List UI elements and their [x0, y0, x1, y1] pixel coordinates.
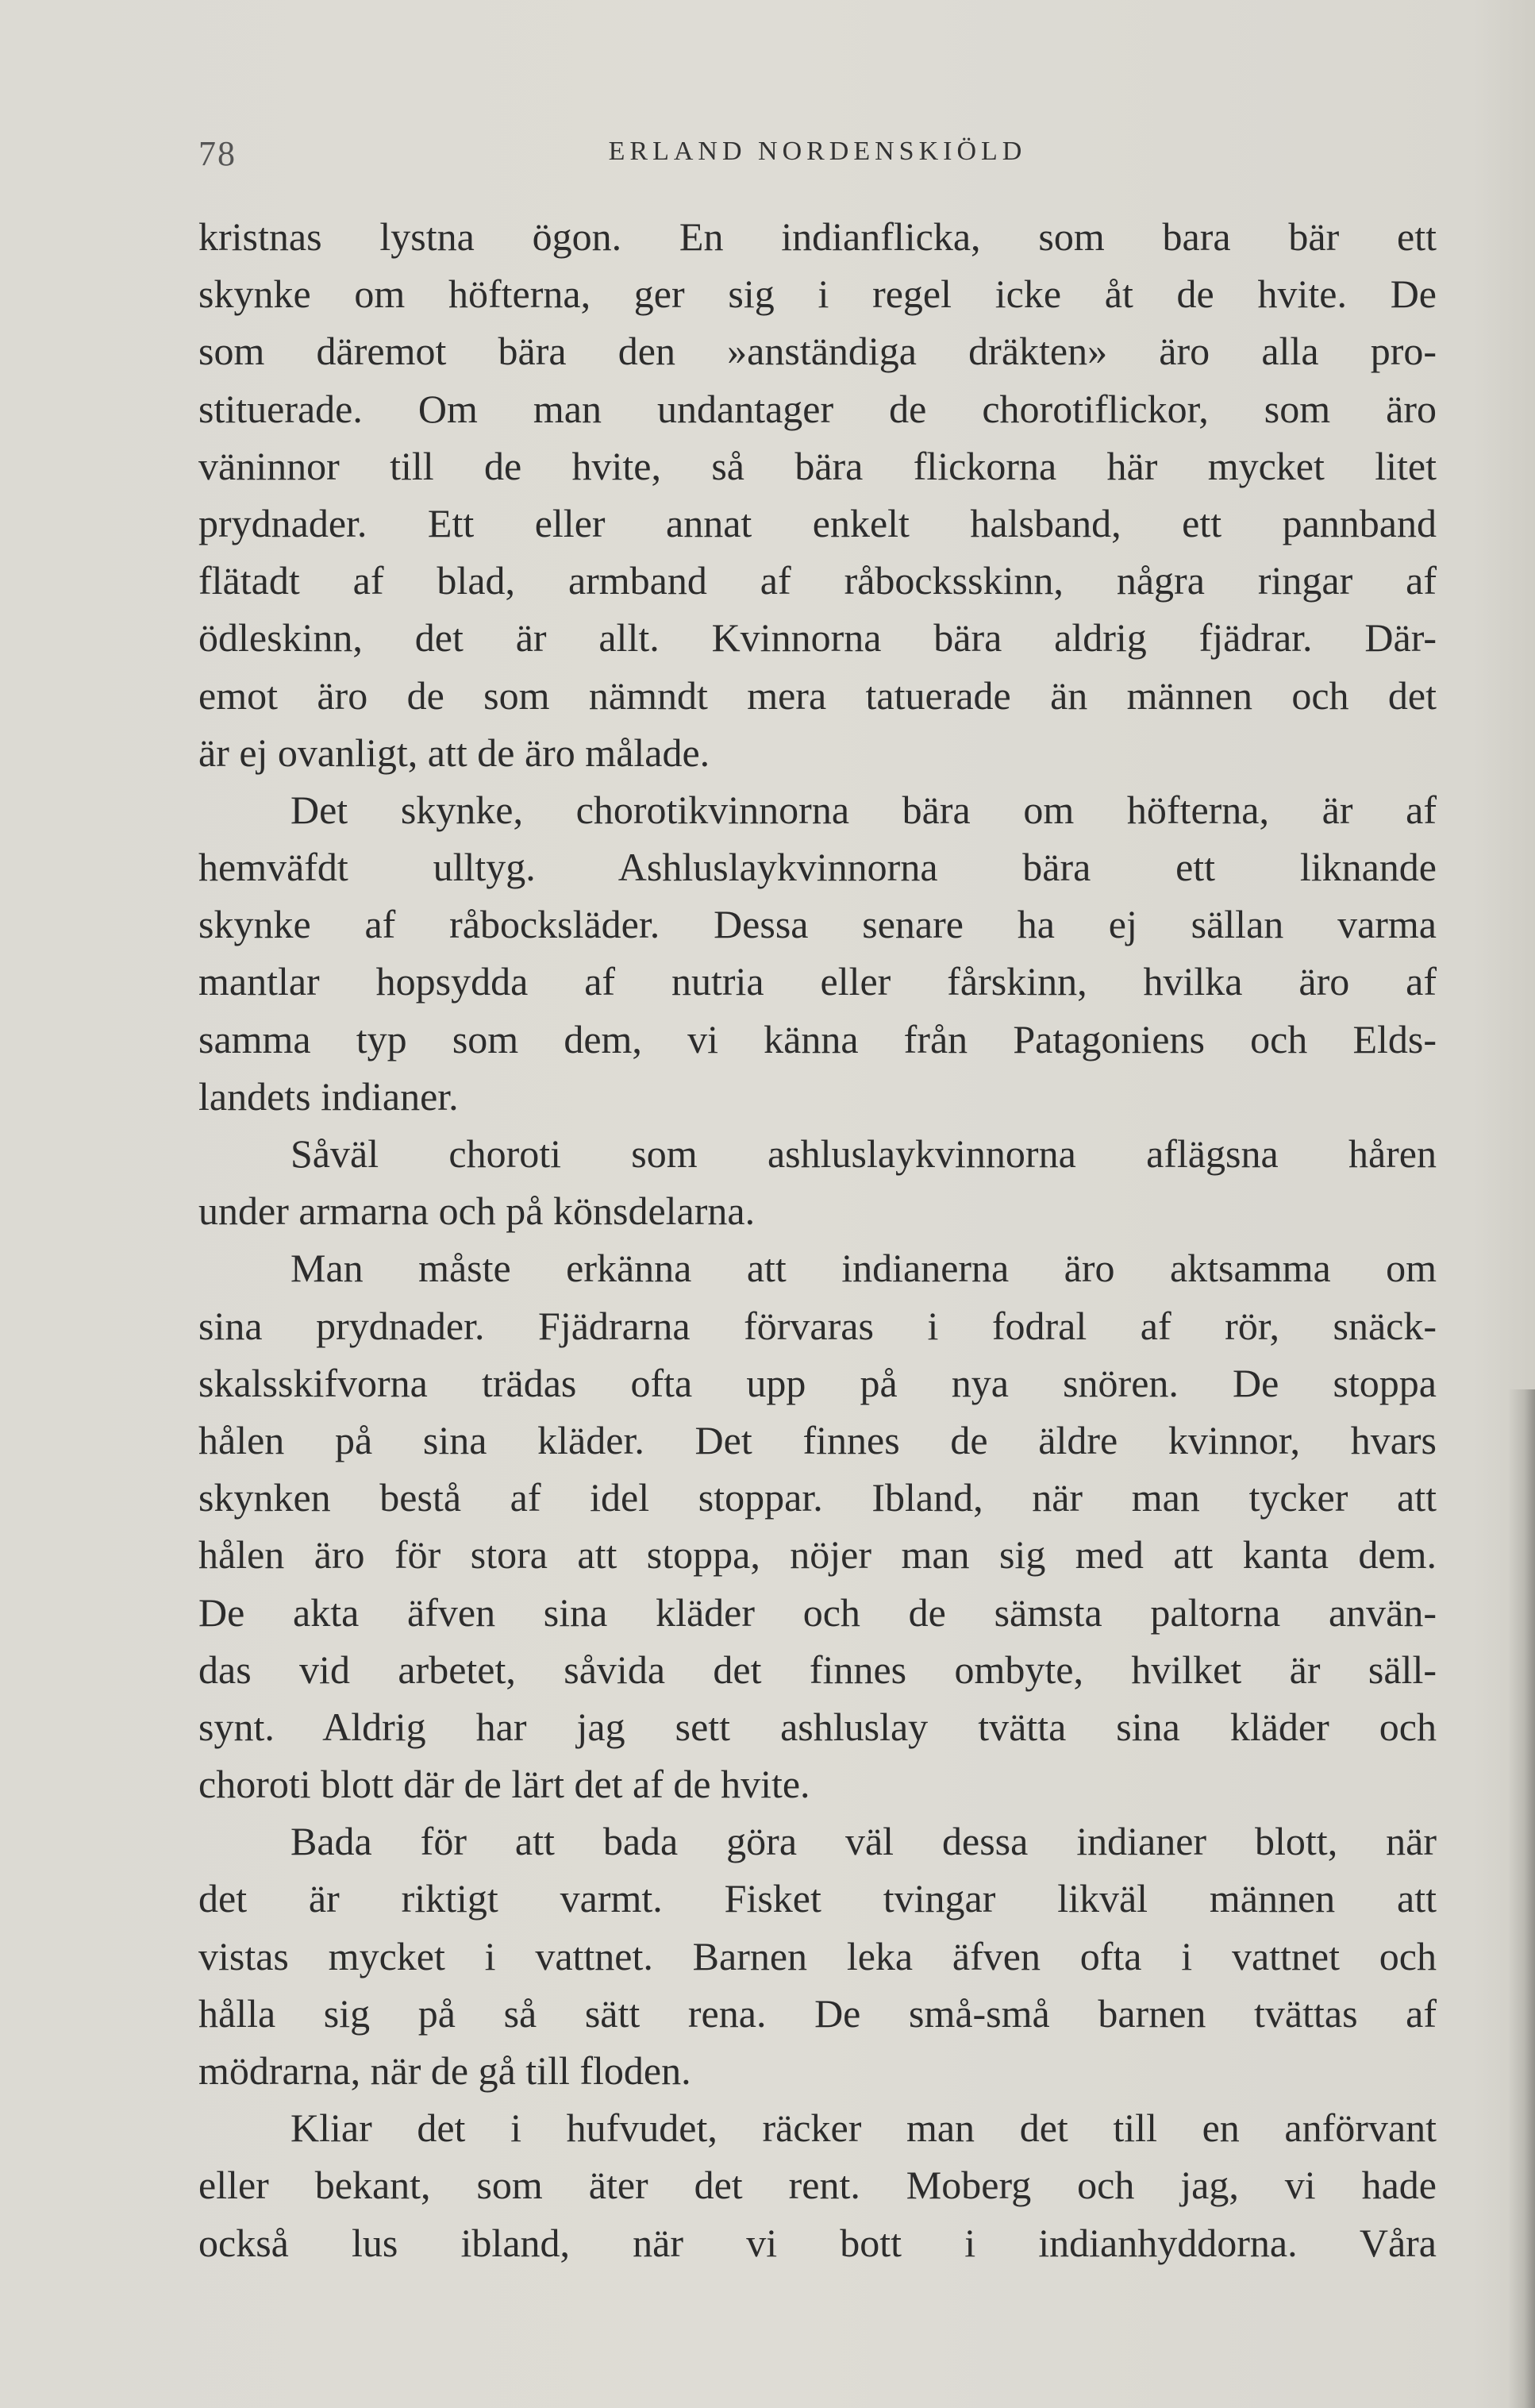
text-line: das vid arbetet, såvida det finnes ombyte, hvilket är säll- — [198, 1647, 1437, 1692]
text-line: det är riktigt varmt. Fisket tvingar likväl männen att — [198, 1876, 1437, 1921]
text-line: sina prydnader. Fjädrarna förvaras i fodral af rör, snäck- — [198, 1303, 1437, 1348]
body-text — [198, 208, 1437, 2271]
running-head: ERLAND NORDENSKIÖLD — [608, 137, 1027, 166]
text-line: ödleskinn, det är allt. Kvinnorna bära aldrig fjädrar. Där- — [198, 615, 1437, 661]
text-line: synt. Aldrig har jag sett ashluslay tvätta sina kläder och — [198, 1704, 1437, 1749]
text-line: prydnader. Ett eller annat enkelt halsband, ett pannband — [198, 500, 1437, 545]
text-line: kristnas lystna ögon. En indianflicka, som bara bär ett — [198, 214, 1437, 259]
text-line: vistas mycket i vattnet. Barnen leka äfven ofta i vattnet och — [198, 1933, 1437, 1978]
page-header — [198, 133, 1437, 181]
text-line: Man måste erkänna att indianerna äro aktsamma om — [290, 1246, 1437, 1291]
text-line: eller bekant, som äter det rent. Moberg och jag, vi hade — [198, 2163, 1437, 2208]
text-line: flätadt af blad, armband af råbocksskinn, några ringar af — [198, 558, 1437, 603]
text-line: emot äro de som nämndt mera tatuerade än männen och det — [198, 672, 1437, 718]
text-line: Bada för att bada göra väl dessa indianer blott, när — [290, 1819, 1437, 1864]
text-line: landets indianer. — [198, 1073, 459, 1119]
text-line: Det skynke, chorotikvinnorna bära om höfterna, är af — [290, 787, 1437, 832]
text-line: skynke af råbocksläder. Dessa senare ha ej sällan varma — [198, 902, 1437, 947]
text-line: hålen på sina kläder. Det finnes de äldre kvinnor, hvars — [198, 1417, 1437, 1462]
text-line: skynken bestå af idel stoppar. Ibland, när man tycker att — [198, 1475, 1437, 1520]
text-line: hålen äro för stora att stoppa, nöjer man sig med att kanta dem. — [198, 1532, 1437, 1578]
text-line: skalsskifvorna trädas ofta upp på nya snören. De stoppa — [198, 1360, 1437, 1405]
text-line: stituerade. Om man undantager de chorotiflickor, som äro — [198, 386, 1437, 431]
text-line: mantlar hopsydda af nutria eller fårskinn, hvilka äro af — [198, 959, 1437, 1004]
text-line: choroti blott där de lärt det af de hvite. — [198, 1762, 810, 1807]
text-line: väninnor till de hvite, så bära flickorna här mycket litet — [198, 443, 1437, 488]
text-line: De akta äfven sina kläder och de sämsta paltorna använ- — [198, 1589, 1437, 1635]
text-line: under armarna och på könsdelarna. — [198, 1189, 756, 1234]
text-line: hålla sig på så sätt rena. De små-små barnen tvättas af — [198, 1990, 1437, 2036]
text-line: samma typ som dem, vi känna från Patagoniens och Elds- — [198, 1016, 1437, 1061]
text-line: skynke om höfterna, ger sig i regel icke åt de hvite. De — [198, 272, 1437, 317]
text-line: är ej ovanligt, att de äro målade. — [198, 730, 710, 775]
page-number: 78 — [198, 134, 237, 173]
text-line: också lus ibland, när vi bott i indianhyddorna. Våra — [198, 2220, 1437, 2265]
text-line: som däremot bära den »anständiga dräkten» äro alla pro- — [198, 329, 1437, 374]
text-line: hemväfdt ulltyg. Ashluslaykvinnorna bära ett liknande — [198, 845, 1437, 890]
text-line: mödrarna, när de gå till floden. — [198, 2048, 691, 2093]
text-line: Såväl choroti som ashluslaykvinnorna aflägsna håren — [290, 1131, 1437, 1176]
page-edge-shadow — [1508, 1389, 1535, 2408]
text-line: Kliar det i hufvudet, räcker man det till en anförvant — [290, 2106, 1437, 2151]
